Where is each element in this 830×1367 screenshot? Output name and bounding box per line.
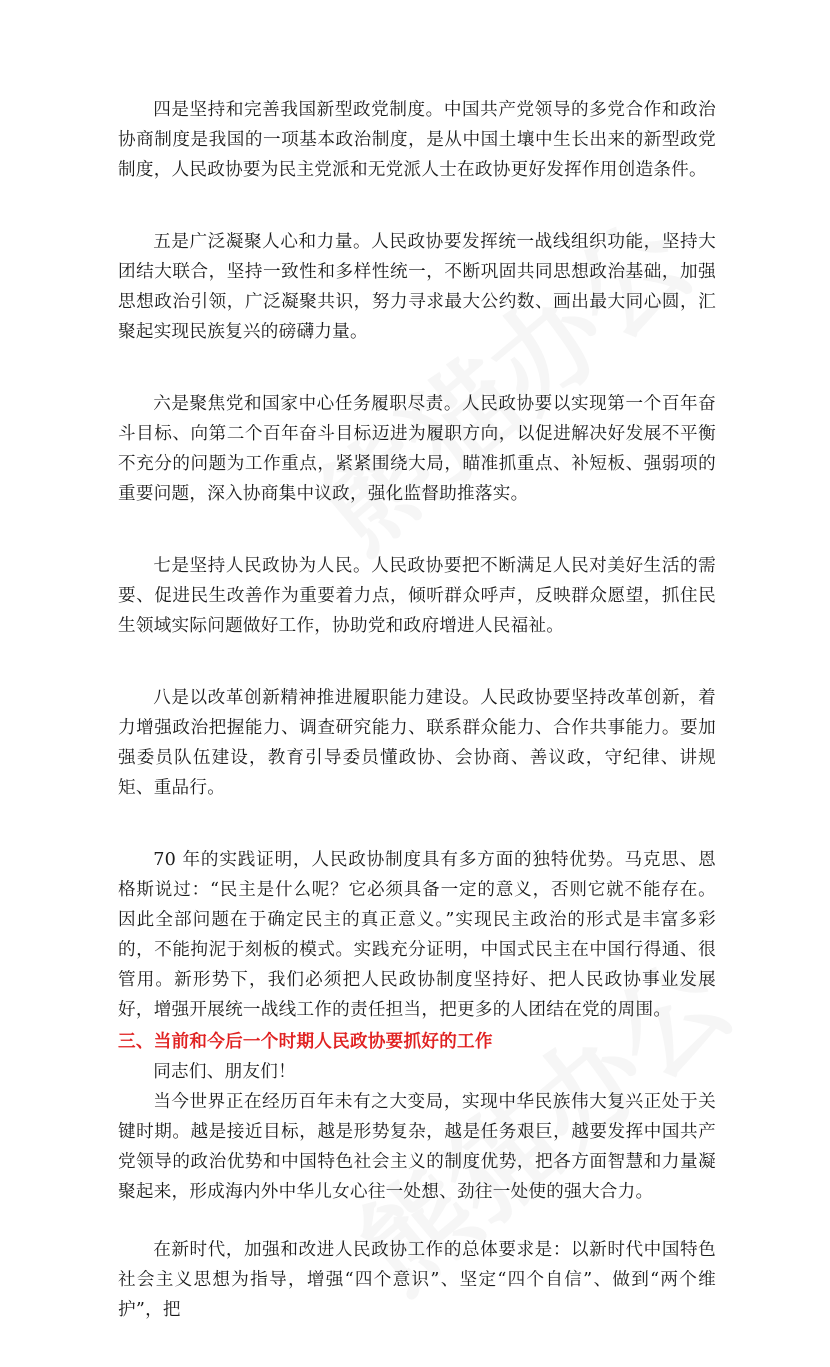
section-heading: 三、当前和今后一个时期人民政协要抓好的工作 bbox=[118, 1032, 493, 1052]
paragraph-70-years: 70 年的实践证明，人民政协制度具有多方面的独特优势。马克思、恩格斯说过：“民主是什么呢？它必须具备一定的意义，否则它就不能存在。因此全部问题在于确定民主的真正意义。”实现民主政治的形式是丰富多彩的，不能拘泥于刻板的模式。实践充分证明，中国式民主在中国行得通、很管用。新形势下，我们必须把人民政协制度坚持好、把人民政协事业发展好，增强开展统一战线工作的责任担当，把更多的人团结在党的周围。 bbox=[118, 850, 716, 1020]
paragraph-4: 四是坚持和完善我国新型政党制度。中国共产党领导的多党合作和政治协商制度是我国的一项基本政治制度，是从中国土壤中生长出来的新型政党制度，人民政协要为民主党派和无党派人士在政协更好发挥作用创造条件。 bbox=[118, 100, 716, 180]
paragraph-6: 六是聚焦党和国家中心任务履职尽责。人民政协要以实现第一个百年奋斗目标、向第二个百年奋斗目标迈进为履职方向，以促进解决好发展不平衡不充分的问题为工作重点，紧紧围绕大局，瞄准抓重点、补短板、强弱项的重要问题，深入协商集中议政，强化监督助推落实。 bbox=[118, 394, 716, 504]
paragraph-5: 五是广泛凝聚人心和力量。人民政协要发挥统一战线组织功能，坚持大团结大联合，坚持一致性和多样性统一，不断巩固共同思想政治基础，加强思想政治引领，广泛凝聚共识，努力寻求最大公约数、画出最大同心圆，汇聚起实现民族复兴的磅礴力量。 bbox=[118, 232, 716, 342]
greeting: 同志们、朋友们！ bbox=[153, 1062, 296, 1082]
paragraph-8: 八是以改革创新精神推进履职能力建设。人民政协要坚持改革创新，着力增强政治把握能力、调查研究能力、联系群众能力、合作共事能力。要加强委员队伍建设，教育引导委员懂政协、会协商、善议政，守纪律、讲规矩、重品行。 bbox=[118, 688, 716, 798]
paragraph-7: 七是坚持人民政协为人民。人民政协要把不断满足人民对美好生活的需要、促进民生改善作为重要着力点，倾听群众呼声，反映群众愿望，抓住民生领域实际问题做好工作，协助党和政府增进人民福祉。 bbox=[118, 556, 716, 636]
document-page bbox=[118, 95, 716, 1367]
paragraph-world-situation: 当今世界正在经历百年未有之大变局，实现中华民族伟大复兴正处于关键时期。越是接近目标，越是形势复杂，越是任务艰巨，越要发挥中国共产党领导的政治优势和中国特色社会主义的制度优势，把各方面智慧和力量凝聚起来，形成海内外中华儿女心往一处想、劲往一处使的强大合力。 bbox=[118, 1092, 716, 1202]
paragraph-new-era: 在新时代，加强和改进人民政协工作的总体要求是：以新时代中国特色社会主义思想为指导，增强“四个意识”、坚定“四个自信”、做到“两个维护”，把 bbox=[118, 1240, 716, 1320]
